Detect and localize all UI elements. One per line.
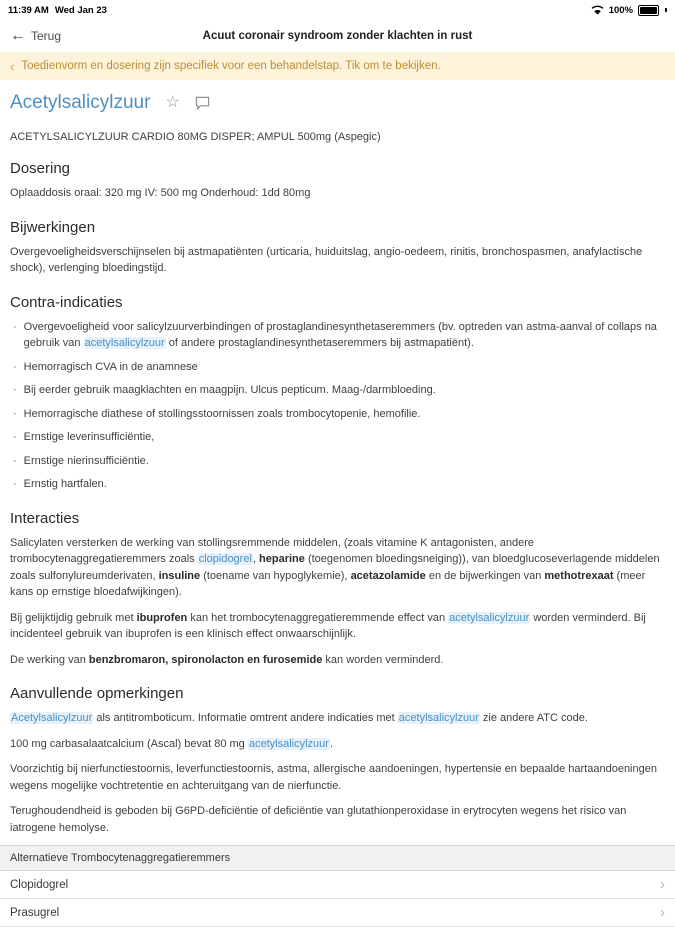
text-segment: kan het trombocytenaggregatieremmende effect van [187,611,449,624]
text-segment: . [329,737,333,750]
text-segment: (meer kans op ernstige bloedafwijkingen). [10,569,646,598]
text-segment: (toename van hypoglykemie), [200,569,351,582]
bullet-text [24,359,198,376]
bullet-dot: · [13,360,17,373]
text-segment: Voorzichtig bij nierfunctiestoornis, leverfunctiestoornis, astma, allergische aandoeningen, hypertensie en bepaalde hartaandoeningen wegens mogelijke vochtretentie en achteruitgang van de nierfunctie. [10,763,657,792]
bullet-dot: · [13,431,17,443]
comment-bubble-icon[interactable] [195,96,210,110]
drug-link[interactable]: acetylsalicylzuur [449,611,530,624]
alternatives-section [0,845,675,927]
paragraph [10,736,665,753]
alternative-item[interactable] [0,899,675,927]
drug-title: Acetylsalicylzuur [10,92,151,113]
chevron-right-icon: › [660,904,665,921]
back-label: Terug [31,29,62,43]
section-heading: Interacties [10,509,80,527]
bullet-text [24,476,107,493]
text-segment: 100 mg carbasalaatcalcium (Ascal) bevat 80 mg [10,737,248,750]
bullet-dot: · [13,320,17,333]
bold-text: methotrexaat [544,569,614,582]
status-time: 11:39 AM [8,4,49,16]
bullet-item [13,319,665,352]
back-button[interactable] [10,28,61,44]
back-arrow-icon: ← [10,27,26,44]
text-segment: Bij eerder gebruik maagklachten en maagpijn. Ulcus pepticum. Maag-/darmbloeding. [23,384,436,396]
paragraph [10,610,665,643]
section-heading: Aanvullende opmerkingen [10,685,184,702]
drug-subtitle: ACETYLSALICYLZUUR CARDIO 80MG DISPER; AMPUL 500mg (Aspegic) [10,131,381,143]
bullet-text [24,429,155,446]
text-segment: kan worden verminderd. [322,653,444,666]
paragraph [10,244,665,277]
battery-icon [638,5,659,16]
text-segment: en de bijwerkingen van [425,569,545,582]
battery-fill [640,7,657,14]
alternative-item[interactable] [0,871,675,899]
bullet-item [13,359,665,376]
status-right [591,5,667,16]
bold-text: benzbromaron, spironolacton en furosemide [88,653,323,666]
drug-link[interactable]: clopidogrel [198,553,252,565]
favorite-star-icon[interactable]: ☆ [165,94,180,111]
text-segment: zie andere ATC code. [479,712,588,724]
text-segment: Oplaaddosis oraal: 320 mg IV: 500 mg Onderhoud: 1dd 80mg [10,187,311,199]
status-date: Wed Jan 23 [54,4,107,16]
main-content[interactable] [0,80,675,900]
bold-text: heparine [259,553,305,565]
text-segment: of andere prostaglandinesynthetaseremmers bij astmapatiënt). [165,337,474,349]
bullet-text [24,406,421,423]
battery-cap [665,8,667,12]
text-segment: Ernstige nierinsufficiëntie. [23,454,149,467]
text-segment: worden verminderd. Bij incidenteel gebruik van ibuprofen is een klinisch effect onwaarschijnlijk. [10,611,646,640]
bullet-text [24,319,665,352]
bold-text: ibuprofen [136,611,188,624]
paragraph [10,803,665,836]
text-segment: Overgevoeligheidsverschijnselen bij astmapatiënten (urticaria, huiduitslag, angio-oedeem, rinitis, bronchospasmen, anafylactische shock), verlenging bloedingstijd. [10,245,643,274]
status-bar [0,0,675,20]
drug-title-row [10,92,665,114]
text-segment: Hemorragisch CVA in de anamnese [23,360,198,373]
notice-banner-text: Toedienvorm en dosering zijn specifiek voor een behandelstap. Tik om te bekijken. [21,60,441,72]
text-segment: Overgevoeligheid voor salicylzuurverbindingen of prostaglandinesynthetaseremmers (bv. optreden van astma-aanval of collaps na gebruik van [23,320,657,349]
page-title: Acuut coronair syndroom zonder klachten in rust [202,30,473,42]
wifi-icon [591,5,604,15]
bullet-dot: · [13,478,17,490]
text-segment: Bij gelijktijdig gebruik met [10,611,137,624]
bullet-item [13,453,665,470]
status-left [8,5,107,16]
paragraph [10,710,665,727]
text-segment: als antitromboticum. Informatie omtrent andere indicaties met [93,712,398,724]
text-segment: , [252,553,260,565]
drug-link[interactable]: Acetylsalicylzuur [11,712,93,724]
paragraph [10,761,665,794]
bold-text: insuline [158,569,201,582]
bullet-text [24,453,149,470]
text-segment: Terughoudendheid is geboden bij G6PD-deficiëntie of deficiëntie van glutathionperoxidase in erytrocyten wegens het risico van iatrogene hemolyse. [10,805,627,834]
drug-link[interactable]: acetylsalicylzuur [248,737,329,750]
section-heading: Contra-indicaties [10,293,123,311]
text-segment: De werking van [10,653,89,666]
section-heading: Bijwerkingen [10,218,96,236]
nav-bar [0,20,675,52]
section-heading: Dosering [10,160,71,177]
alternative-label: Prasugrel [10,906,60,919]
bullet-text [24,382,436,399]
bullet-item [13,382,665,399]
text-segment: Ernstige leverinsufficiëntie, [23,431,155,443]
bullet-dot: · [13,384,17,396]
bold-text: acetazolamide [350,569,426,582]
battery-percent-label: 100% [608,4,633,16]
bullet-dot: · [13,407,17,420]
text-segment: Salicylaten versterken de werking van stollingsremmende middelen, (zoals vitamine K antagonisten, andere trombocytenaggregatieremmers zoals [10,536,534,565]
alternatives-list [0,871,675,927]
chevron-right-icon: › [660,876,665,893]
text-segment: (toegenomen bloedingsneiging)), van bloedglucoseverlagende middelen zoals sulfonylureumderivaten, [10,553,660,582]
bullet-item [13,429,665,446]
paragraph [10,535,665,601]
bullet-item [13,476,665,493]
text-segment: Hemorragische diathese of stollingsstoornissen zoals trombocytopenie, hemofilie. [23,407,421,420]
notice-banner[interactable] [0,52,675,80]
bullet-dot: · [13,454,17,467]
paragraph [10,185,665,202]
bullet-item [13,406,665,423]
drug-link[interactable]: acetylsalicylzuur [398,712,479,724]
drug-link[interactable]: acetylsalicylzuur [84,337,165,349]
content-sections [10,160,665,836]
chevron-left-icon: ‹ [10,58,15,74]
paragraph [10,652,665,669]
text-segment: Ernstig hartfalen. [23,478,107,490]
alternatives-header: Alternatieve Trombocytenaggregatieremmers [0,845,675,871]
alternative-label: Clopidogrel [10,878,69,891]
